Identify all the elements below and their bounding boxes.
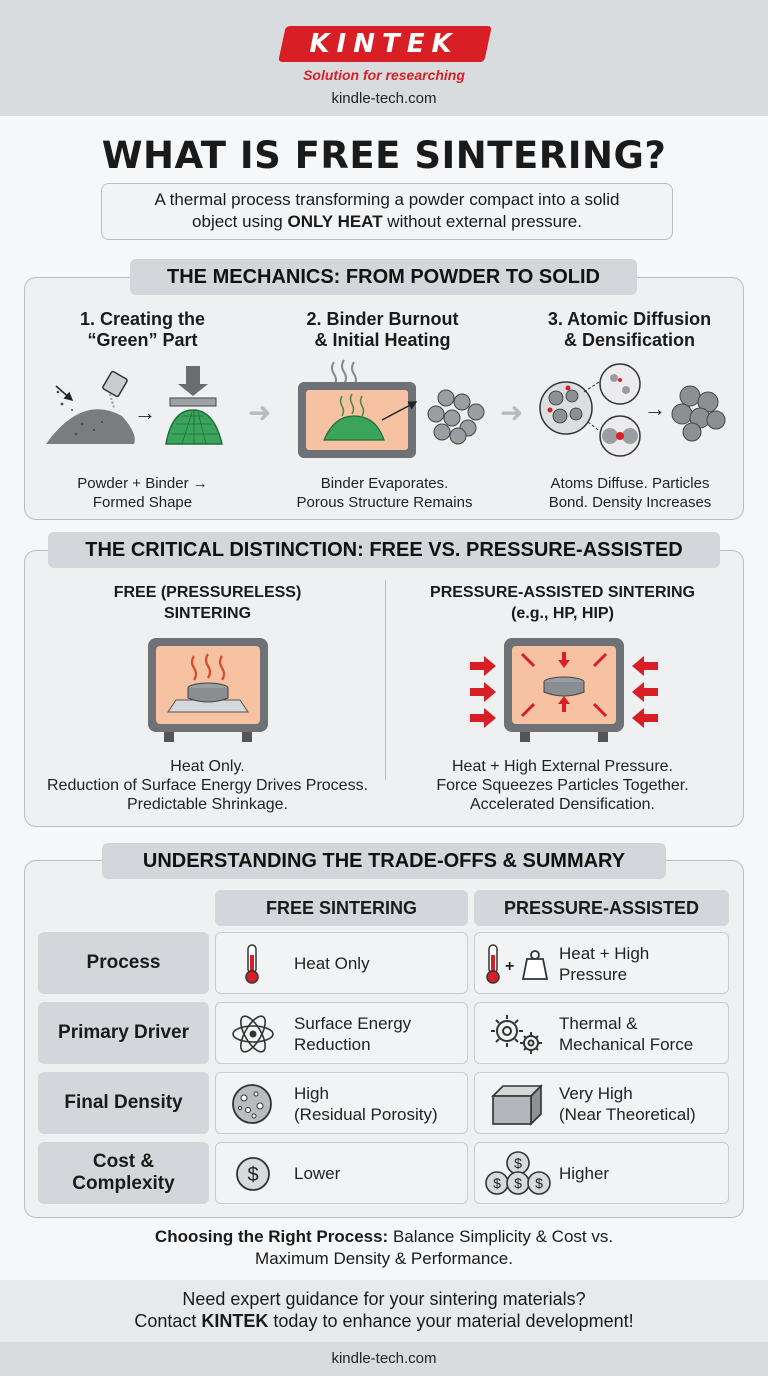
intro-line-1: A thermal process transforming a powder compact into a solid [154, 190, 620, 209]
svg-text:+: + [505, 958, 515, 975]
mechanics-title: THE MECHANICS: FROM POWDER TO SOLID [130, 259, 637, 295]
site-link-top[interactable]: kindle-tech.com [331, 90, 437, 107]
cell-free-density [215, 1072, 468, 1134]
col-header-free: FREE SINTERING [215, 890, 468, 926]
footer [0, 1342, 768, 1376]
powder-press-icon [42, 364, 242, 452]
step-2-heading: 2. Binder Burnout & Initial Heating [306, 309, 459, 350]
cell-pressure-driver [474, 1002, 729, 1064]
cell-text: High (Residual Porosity) [294, 1084, 438, 1124]
intro-line-2: object using ONLY HEAT without external pressure. [192, 212, 582, 231]
dollar-coins-stack-icon [483, 1149, 553, 1199]
svg-text:$: $ [514, 1175, 522, 1191]
svg-text:→: → [134, 400, 156, 425]
thermometer-plus-weight-icon [483, 943, 553, 985]
free-caption: Heat Only. Reduction of Surface Energy Drives Process. Predictable Shrinkage. [46, 758, 369, 813]
atomic-diffusion-icon [538, 360, 730, 460]
cell-pressure-process [474, 932, 729, 994]
flow-arrow-2: ➜ [500, 397, 524, 428]
dollar-coin-icon [234, 1155, 272, 1193]
step-3-caption: Atoms Diffuse. Particles Bond. Density Increases [548, 475, 712, 511]
row-label-process: Process [38, 932, 209, 994]
svg-text:$: $ [514, 1155, 522, 1171]
header [0, 0, 768, 116]
row-label-primary-driver: Primary Driver [38, 1002, 209, 1064]
cell-pressure-density [474, 1072, 729, 1134]
cell-text: Lower [294, 1164, 341, 1183]
cell-free-cost [215, 1142, 468, 1204]
choosing-summary: Choosing the Right Process: Balance Simplicity & Cost vs. Maximum Density & Performance. [154, 1227, 614, 1268]
porous-sphere-icon [230, 1082, 274, 1126]
cell-free-driver [215, 1002, 468, 1064]
thermometer-icon [238, 943, 266, 985]
cell-pressure-cost [474, 1142, 729, 1204]
column-divider [385, 580, 386, 780]
svg-text:$: $ [247, 1164, 259, 1186]
svg-text:$: $ [535, 1175, 543, 1191]
step-1-caption: Powder + Binder → Formed Shape [77, 475, 208, 511]
cell-text: Surface Energy Reduction [294, 1014, 412, 1054]
solid-cube-icon [489, 1082, 545, 1126]
pressure-furnace-icon [468, 636, 660, 744]
free-furnace-icon [146, 636, 270, 744]
logo-text: KINTEK [309, 29, 459, 59]
cell-text: Very High (Near Theoretical) [559, 1084, 696, 1124]
cta-brand: KINTEK [201, 1311, 269, 1331]
tradeoffs-title: UNDERSTANDING THE TRADE-OFFS & SUMMARY [102, 843, 666, 879]
step-3-heading: 3. Atomic Diffusion & Densification [547, 309, 712, 350]
intro-box [101, 183, 673, 240]
atom-icon [230, 1012, 276, 1056]
cell-text: Thermal & Mechanical Force [559, 1014, 694, 1054]
page-title: WHAT IS FREE SINTERING? [101, 134, 667, 177]
step-2-caption: Binder Evaporates. Porous Structure Remains [296, 475, 473, 511]
cell-text: Heat Only [294, 954, 370, 973]
distinction-title: THE CRITICAL DISTINCTION: FREE VS. PRESSURE-ASSISTED [48, 532, 720, 568]
flow-arrow-1: ➜ [248, 397, 272, 428]
pressure-caption: Heat + High External Pressure. Force Squeezes Particles Together. Accelerated Densification. [436, 758, 689, 813]
call-to-action: Need expert guidance for your sintering materials? Contact KINTEK today to enhance your material development! [0, 1280, 768, 1342]
tagline: Solution for researching [303, 67, 465, 83]
row-label-final-density: Final Density [38, 1072, 209, 1134]
free-heading: FREE (PRESSURELESS) SINTERING [113, 584, 302, 622]
gears-icon [487, 1011, 549, 1057]
furnace-burnout-icon [296, 356, 496, 462]
step-1-heading: 1. Creating the “Green” Part [79, 309, 206, 350]
cell-text: Higher [559, 1164, 610, 1183]
row-label-cost: Cost & Complexity [38, 1142, 209, 1204]
col-header-pressure: PRESSURE-ASSISTED [474, 890, 729, 926]
cell-free-process [215, 932, 468, 994]
pressure-heading: PRESSURE-ASSISTED SINTERING (e.g., HP, HIP) [430, 584, 695, 622]
svg-text:→: → [644, 396, 666, 421]
site-link-bottom[interactable]: kindle-tech.com [331, 1350, 437, 1367]
svg-text:$: $ [493, 1175, 501, 1191]
cell-text: Heat + High Pressure [559, 944, 650, 984]
